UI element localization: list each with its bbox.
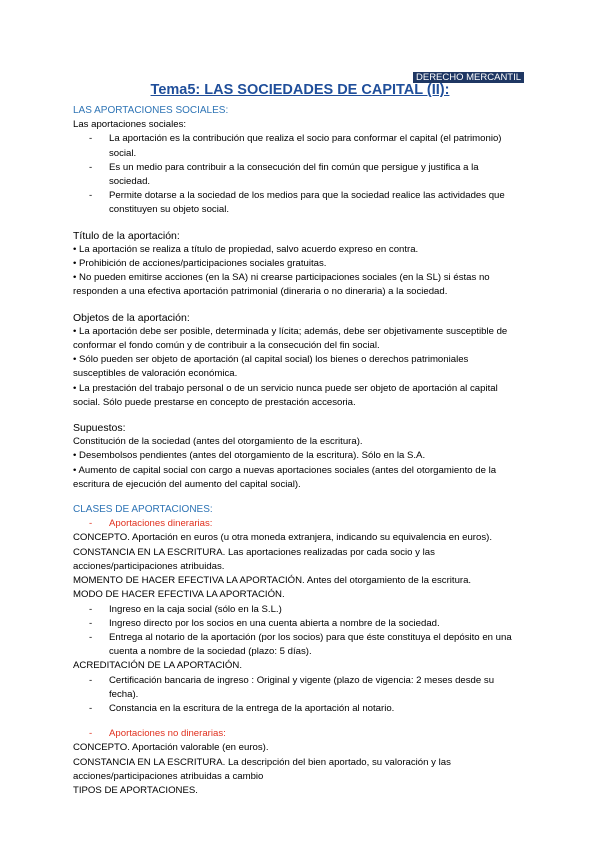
document-body bbox=[73, 104, 521, 798]
modo-list bbox=[73, 603, 521, 660]
list-item: - Es un medio para contribuir a la consecución del fin común que persigue y justifica a la sociedad. bbox=[73, 161, 521, 189]
section-heading-aportaciones: LAS APORTACIONES SOCIALES: bbox=[73, 105, 229, 116]
page-title: Tema5: LAS SOCIEDADES DE CAPITAL (II): bbox=[150, 82, 450, 98]
paragraph: ACREDITACIÓN DE LA APORTACIÓN. bbox=[73, 660, 242, 672]
subject-tag: DERECHO MERCANTIL bbox=[413, 72, 524, 83]
paragraph: • La prestación del trabajo personal o de un servicio nunca puede ser objeto de aportación al capital social. Sólo puede prestarse en concepto de prestación accesoria. bbox=[73, 382, 498, 408]
list-item: - Certificación bancaria de ingreso : Original y vigente (plazo de vigencia: 2 meses desde su fecha). bbox=[73, 674, 521, 702]
subheading-no-dinerarias: - Aportaciones no dinerarias: bbox=[73, 727, 521, 741]
paragraph: Constitución de la sociedad (antes del otorgamiento de la escritura). bbox=[73, 436, 363, 448]
paragraph: MODO DE HACER EFECTIVA LA APORTACIÓN. bbox=[73, 589, 285, 601]
list-item: - Permite dotarse a la sociedad de los medios para que la sociedad realice las actividades que constituyen su objeto social. bbox=[73, 189, 521, 217]
paragraph: CONSTANCIA EN LA ESCRITURA. La descripción del bien aportado, su valoración y las acciones/participaciones atribuidas a cambio bbox=[73, 756, 451, 782]
section-heading-supuestos: Supuestos: bbox=[73, 422, 126, 435]
paragraph: MOMENTO DE HACER EFECTIVA LA APORTACIÓN. Antes del otorgamiento de la escritura. bbox=[73, 575, 472, 587]
paragraph: CONCEPTO. Aportación en euros (u otra moneda extranjera, indicando su equivalencia en euros). bbox=[73, 532, 492, 544]
paragraph: • Aumento de capital social con cargo a nuevas aportaciones sociales (antes del otorgamiento de la escritura de ejecución del aumento del capital social). bbox=[73, 464, 497, 490]
aportaciones-intro: Las aportaciones sociales: bbox=[73, 119, 187, 131]
acreditacion-list bbox=[73, 674, 521, 717]
section-heading-titulo: Título de la aportación: bbox=[73, 229, 180, 242]
paragraph: • Desembolsos pendientes (antes del otorgamiento de la escritura). Sólo en la S.A. bbox=[73, 450, 426, 462]
list-item: - Ingreso directo por los socios en una cuenta abierta a nombre de la sociedad. bbox=[73, 617, 521, 631]
paragraph: TIPOS DE APORTACIONES. bbox=[73, 784, 198, 796]
list-item: - Entrega al notario de la aportación (por los socios) para que éste constituya el depósito en una cuenta a nombre de la sociedad (plazo: 5 días). bbox=[73, 631, 521, 659]
section-heading-clases: CLASES DE APORTACIONES: bbox=[73, 504, 213, 516]
list-item: - Ingreso en la caja social (sólo en la S.L.) bbox=[73, 603, 521, 617]
subheading-dinerarias: - Aportaciones dinerarias: bbox=[73, 517, 521, 531]
paragraph: • La aportación se realiza a título de propiedad, salvo acuerdo expreso en contra. bbox=[73, 243, 419, 255]
list-item: - Constancia en la escritura de la entrega de la aportación al notario. bbox=[73, 702, 521, 716]
list-item: - La aportación es la contribución que realiza el socio para conformar el capital (el patrimonio) social. bbox=[73, 132, 521, 160]
aportaciones-list bbox=[73, 132, 521, 217]
paragraph: • No pueden emitirse acciones (en la SA) ni crearse participaciones sociales (en la SL) si éstas no responden a una efectiva aportación patrimonial (dineraria o no dineraria) a la sociedad. bbox=[73, 272, 490, 298]
section-heading-objetos: Objetos de la aportación: bbox=[73, 311, 190, 324]
paragraph: • Sólo pueden ser objeto de aportación (al capital social) los bienes o derechos patrimoniales susceptibles de valoración económica. bbox=[73, 354, 469, 380]
paragraph: CONCEPTO. Aportación valorable (en euros). bbox=[73, 742, 269, 754]
paragraph: • La aportación debe ser posible, determinada y lícita; además, debe ser objetivamente susceptible de conformar el fondo común y de contribuir a la consecución del fin social. bbox=[73, 325, 508, 352]
paragraph: • Prohibición de acciones/participaciones sociales gratuitas. bbox=[73, 258, 327, 270]
paragraph: CONSTANCIA EN LA ESCRITURA. Las aportaciones realizadas por cada socio y las acciones/participaciones atribuidas. bbox=[73, 546, 435, 572]
